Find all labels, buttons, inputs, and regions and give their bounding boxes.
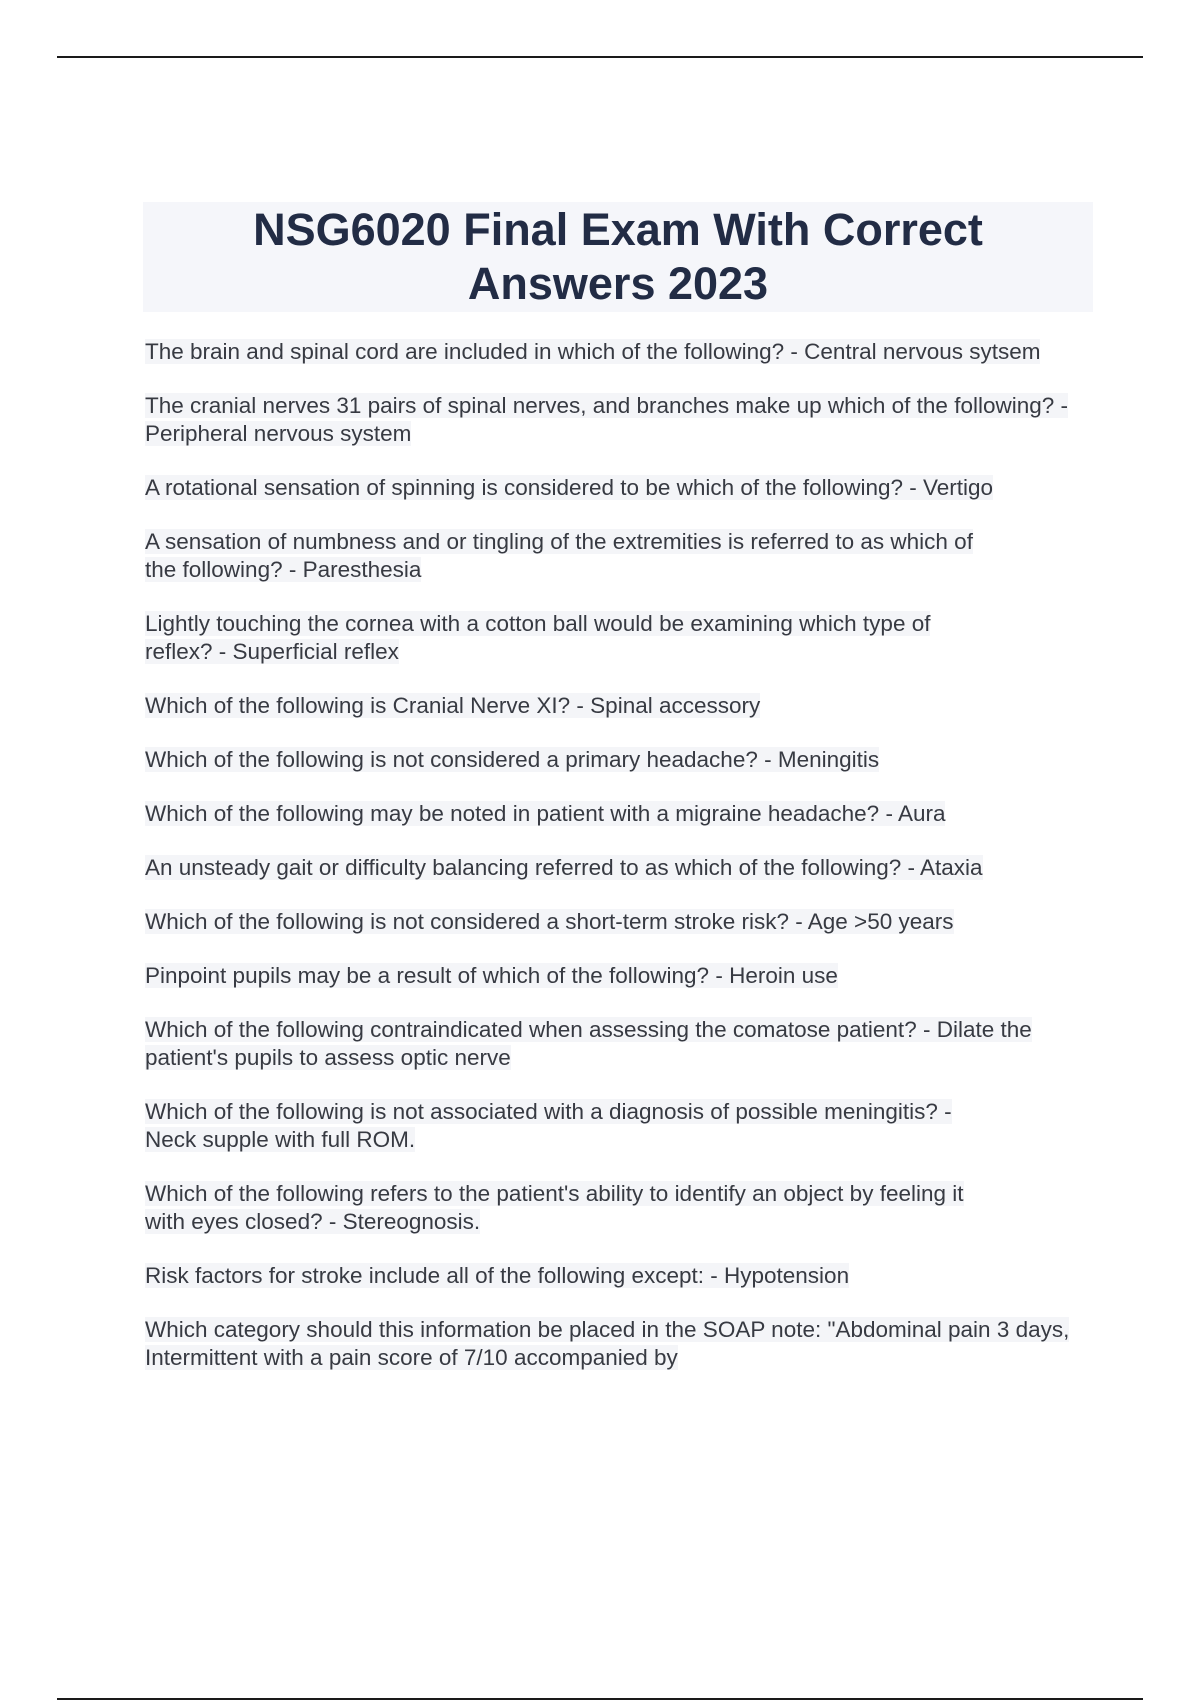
qa-item: [145, 610, 975, 666]
question-answer-list: [145, 338, 1075, 1398]
qa-text: Which of the following contraindicated when assessing the comatose patient? - Dilate the patient's pupils to assess optic nerve: [145, 1017, 1032, 1070]
qa-item: [145, 528, 975, 584]
qa-text: Lightly touching the cornea with a cotton ball would be examining which type of reflex? - Superficial reflex: [145, 611, 931, 664]
qa-item: [145, 338, 1075, 366]
qa-item: [145, 1016, 1075, 1072]
title-banner: [143, 202, 1093, 312]
qa-item: [145, 908, 1075, 936]
title-line-1: NSG6020 Final Exam With Correct: [253, 204, 983, 255]
qa-text: Which of the following is Cranial Nerve XI? - Spinal accessory: [145, 693, 761, 718]
qa-text: The brain and spinal cord are included in which of the following? - Central nervous sytsem: [145, 339, 1041, 364]
qa-text: Which of the following is not associated with a diagnosis of possible meningitis? - Neck supple with full ROM.: [145, 1099, 952, 1152]
qa-text: An unsteady gait or difficulty balancing referred to as which of the following? - Ataxia: [145, 855, 983, 880]
qa-text: Which of the following refers to the patient's ability to identify an object by feeling it with eyes closed? - Stereognosis.: [145, 1181, 964, 1234]
qa-item: [145, 692, 1075, 720]
qa-item: [145, 1098, 975, 1154]
qa-item: [145, 854, 1075, 882]
qa-text: A rotational sensation of spinning is considered to be which of the following? - Vertigo: [145, 475, 994, 500]
qa-text: Pinpoint pupils may be a result of which of the following? - Heroin use: [145, 963, 838, 988]
page-title: [253, 203, 983, 311]
qa-item: [145, 1316, 1075, 1372]
qa-text: Risk factors for stroke include all of the following except: - Hypotension: [145, 1263, 850, 1288]
qa-item: [145, 474, 1075, 502]
title-line-2: Answers 2023: [467, 258, 769, 309]
qa-item: [145, 800, 1075, 828]
qa-text: Which category should this information be placed in the SOAP note: "Abdominal pain 3 days, Intermittent with a pain score of 7/10 accompanied by: [145, 1317, 1070, 1370]
qa-item: [145, 392, 1075, 448]
qa-text: A sensation of numbness and or tingling of the extremities is referred to as which of the following? - Paresthesia: [145, 529, 973, 582]
qa-text: Which of the following may be noted in patient with a migraine headache? - Aura: [145, 801, 946, 826]
qa-item: [145, 1180, 975, 1236]
qa-item: [145, 746, 1075, 774]
qa-item: [145, 1262, 1075, 1290]
qa-text: Which of the following is not considered a short-term stroke risk? - Age >50 years: [145, 909, 954, 934]
qa-text: Which of the following is not considered a primary headache? - Meningitis: [145, 747, 880, 772]
qa-item: [145, 962, 1075, 990]
qa-text: The cranial nerves 31 pairs of spinal nerves, and branches make up which of the following? - Peripheral nervous system: [145, 393, 1069, 446]
top-rule: [57, 56, 1143, 58]
